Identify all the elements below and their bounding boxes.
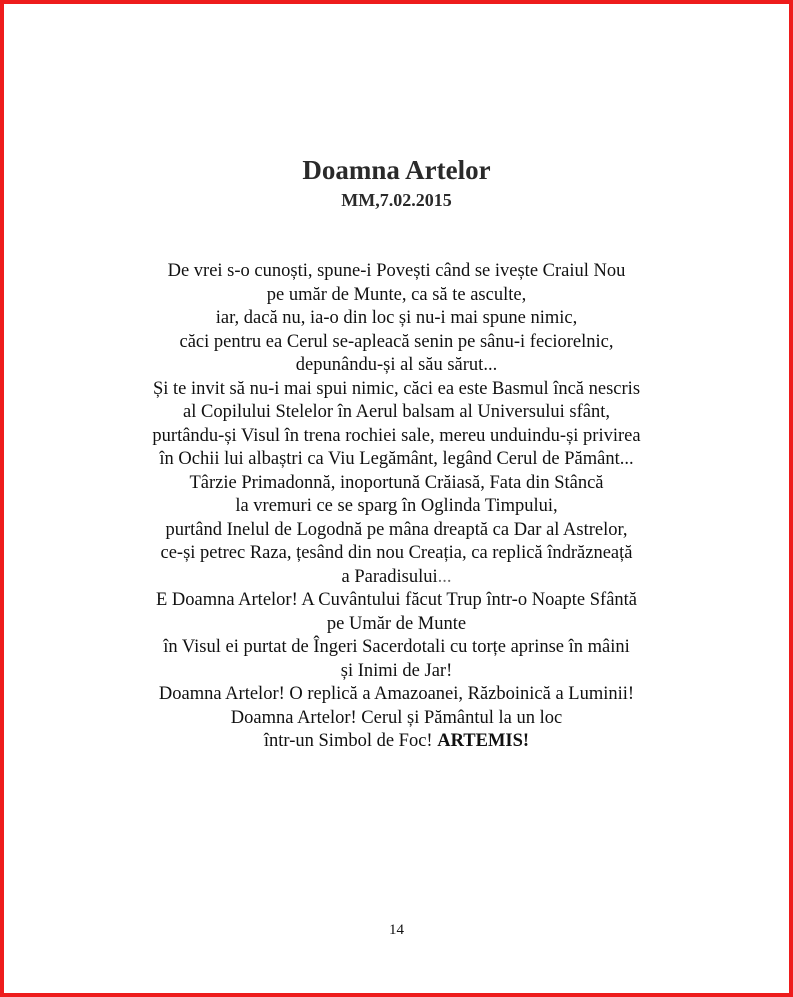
- poem-line: în Ochii lui albaștri ca Viu Legământ, legând Cerul de Pământ...: [159, 449, 634, 469]
- poem-line: Doamna Artelor! Cerul și Pământul la un loc: [230, 707, 563, 728]
- poem-line: și Inimi de Jar!: [340, 660, 453, 681]
- poem-line: [4, 730, 789, 754]
- poem-line: în Visul ei purtat de Îngeri Sacerdotali cu torțe aprinse în mâini: [163, 637, 630, 657]
- poem-line: Și te invit să nu-i mai spui nimic, căci ea este Basmul încă nescris: [152, 378, 641, 399]
- poem-line: Doamna Artelor! O replică a Amazoanei, Războinică a Luminii!: [158, 684, 635, 704]
- poem-line: purtându-și Visul în trena rochiei sale, mereu unduindu-și privirea: [152, 425, 641, 446]
- page-subtitle-date: MM,7.02.2015: [341, 190, 452, 210]
- poem-line: iar, dacă nu, ia-o din loc și nu-i mai spune nimic,: [215, 308, 578, 328]
- final-emphasis: ARTEMIS!: [437, 731, 530, 751]
- page-title: Doamna Artelor: [302, 155, 491, 185]
- poem-line: ce-și petrec Raza, țesând din nou Creația, ca replică îndrăzneață: [160, 543, 633, 563]
- poem-line: E Doamna Artelor! A Cuvântului făcut Trup într-o Noapte Sfântă: [155, 590, 638, 610]
- poem-line: [4, 566, 789, 590]
- poem-line-text: a Paradisului: [341, 566, 438, 587]
- poem-line: purtând Inelul de Logodnă pe mâna dreaptă ca Dar al Astrelor,: [165, 519, 628, 540]
- poem-line: pe umăr de Munte, ca să te asculte,: [266, 284, 527, 305]
- poem-body: [4, 260, 789, 754]
- poem-line-ellipsis: ...: [437, 566, 452, 587]
- poem-line: Târzie Primadonnă, inoportună Crăiasă, Fata din Stâncă: [189, 472, 604, 493]
- page-number: 14: [389, 922, 404, 938]
- poem-line: pe Umăr de Munte: [326, 613, 467, 634]
- poem-line-text: într-un Simbol de Foc!: [263, 731, 438, 751]
- poem-line: depunându-și al său sărut...: [295, 355, 498, 375]
- poem-line: al Copilului Stelelor în Aerul balsam al Universului sfânt,: [183, 402, 610, 422]
- poem-line: la vremuri ce se sparg în Oglinda Timpului,: [235, 496, 558, 516]
- poem-line: căci pentru ea Cerul se-apleacă senin pe sânu-i feciorelnic,: [179, 331, 614, 352]
- poem-line: De vrei s-o cunoști, spune-i Povești când se ivește Craiul Nou: [167, 261, 626, 281]
